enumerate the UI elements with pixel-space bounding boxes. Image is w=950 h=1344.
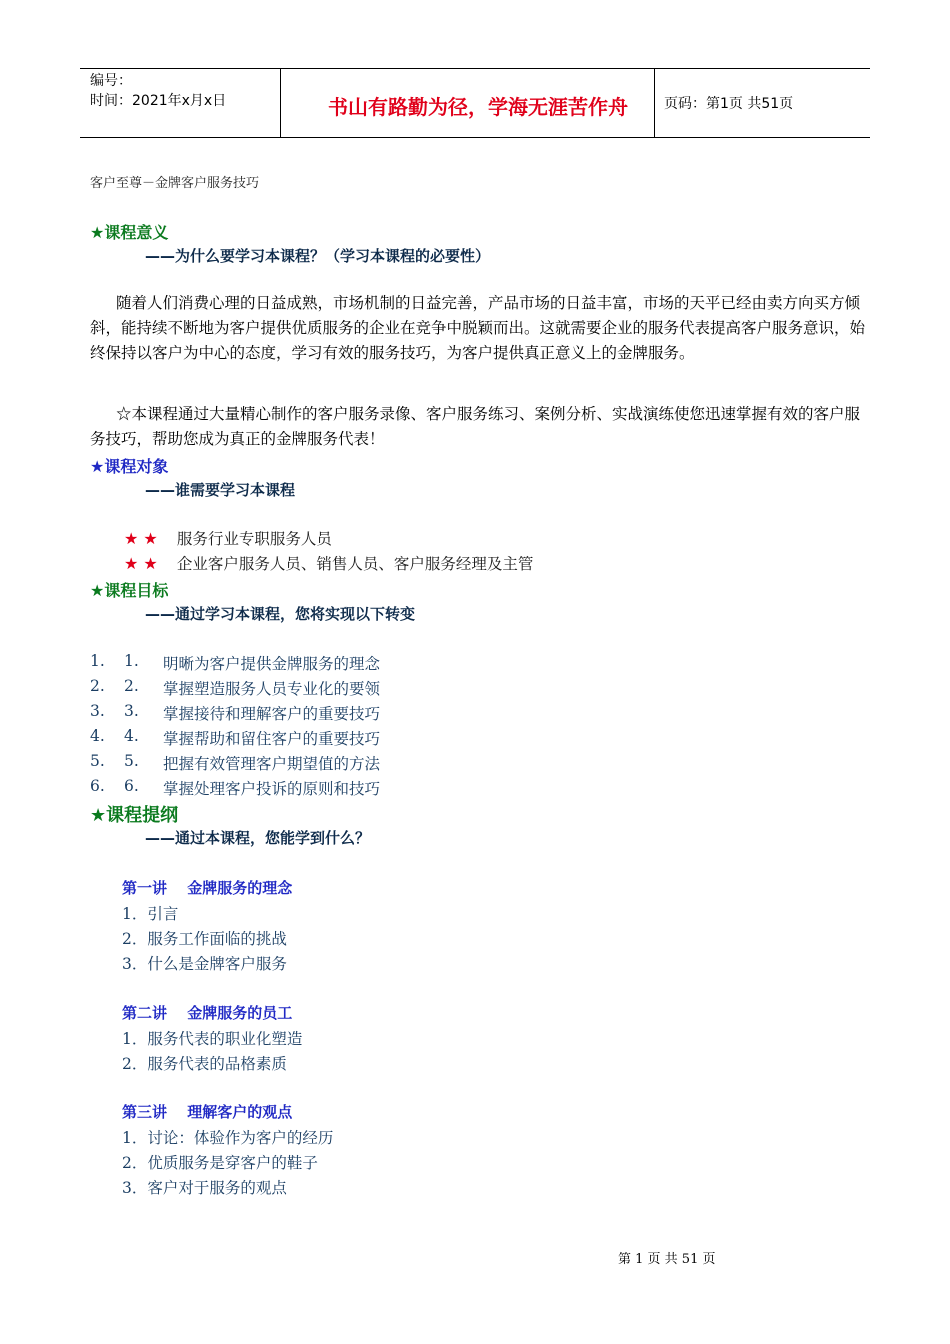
document-title: 客户至尊－金牌客户服务技巧: [90, 176, 260, 191]
goal-text: 掌握处理客户投诉的原则和技巧: [163, 780, 381, 798]
audience-item-text: 服务行业专职服务人员: [176, 530, 332, 548]
goal-number: 1.: [90, 652, 105, 670]
goal-subnumber: 6.: [124, 777, 139, 795]
header-table: [80, 68, 870, 138]
lecture-title: 第一讲 金牌服务的理念: [122, 879, 293, 897]
section-subheading-significance: ——为什么要学习本课程？（学习本课程的必要性）: [145, 247, 491, 265]
section-heading-significance: ★课程意义: [90, 223, 169, 242]
header-divider: [280, 69, 281, 137]
section-heading-goals: ★课程目标: [90, 581, 169, 600]
goal-text: 把握有效管理客户期望值的方法: [163, 755, 381, 773]
star-bullet-icon: ★ ★: [124, 529, 158, 548]
lecture-title: 第三讲 理解客户的观点: [122, 1103, 293, 1121]
section-heading-outline: ★课程提纲: [90, 805, 179, 826]
lecture-item: 2．优质服务是穿客户的鞋子: [122, 1154, 318, 1172]
header-divider: [654, 69, 655, 137]
significance-paragraph-1: 随着人们消费心理的日益成熟，市场机制的日益完善，产品市场的日益丰富，市场的天平已经由卖方向买方倾斜，能持续不断地为客户提供优质服务的企业在竞争中脱颖而出。这就需要企业的服务代表提高客户服务意识，始终保持以客户为中心的态度，学习有效的服务技巧，为客户提供真正意义上的金牌服务。: [90, 294, 866, 362]
number-label: 编号：: [90, 73, 132, 89]
audience-item: [124, 527, 332, 549]
lecture-item: 2．服务代表的品格素质: [122, 1055, 287, 1073]
lecture-item: 1．引言: [122, 905, 179, 923]
goal-text: 掌握帮助和留住客户的重要技巧: [163, 730, 381, 748]
lecture-title: 第二讲 金牌服务的员工: [122, 1004, 293, 1022]
lecture-item: 1．讨论：体验作为客户的经历: [122, 1129, 334, 1147]
date-line: 时间：2021年x月x日: [90, 93, 227, 109]
significance-paragraph-2: ☆本课程通过大量精心制作的客户服务录像、客户服务练习、案例分析、实战演练使您迅速掌握有效的客户服务技巧，帮助您成为真正的金牌服务代表！: [90, 405, 861, 448]
goal-text: 明晰为客户提供金牌服务的理念: [163, 655, 381, 673]
page-footer: 第 1 页 共 51 页: [618, 1252, 716, 1267]
section-subheading-outline: ——通过本课程，您能学到什么？: [145, 829, 371, 847]
goal-number: 5.: [90, 752, 105, 770]
goal-subnumber: 2.: [124, 677, 139, 695]
star-bullet-icon: ★ ★: [124, 554, 158, 573]
goal-number: 2.: [90, 677, 105, 695]
lecture-item: 3．客户对于服务的观点: [122, 1179, 287, 1197]
lecture-item: 3．什么是金牌客户服务: [122, 955, 287, 973]
header-motto: 书山有路勤为径，学海无涯苦作舟: [328, 95, 628, 119]
header-meta: [90, 71, 226, 111]
goal-number: 3.: [90, 702, 105, 720]
goal-number: 6.: [90, 777, 105, 795]
goal-subnumber: 1.: [124, 652, 139, 670]
section-heading-audience: ★课程对象: [90, 457, 169, 476]
lecture-item: 1．服务代表的职业化塑造: [122, 1030, 303, 1048]
lecture-item: 2．服务工作面临的挑战: [122, 930, 287, 948]
goal-number: 4.: [90, 727, 105, 745]
audience-item: [124, 552, 533, 574]
goal-text: 掌握接待和理解客户的重要技巧: [163, 705, 381, 723]
goal-subnumber: 5.: [124, 752, 139, 770]
goal-text: 掌握塑造服务人员专业化的要领: [163, 680, 381, 698]
goal-subnumber: 4.: [124, 727, 139, 745]
header-page-info: 页码：第1页 共51页: [664, 96, 794, 112]
audience-item-text: 企业客户服务人员、销售人员、客户服务经理及主管: [176, 555, 534, 573]
section-subheading-audience: ——谁需要学习本课程: [145, 481, 296, 499]
section-subheading-goals: ——通过学习本课程，您将实现以下转变: [145, 605, 416, 623]
goal-subnumber: 3.: [124, 702, 139, 720]
